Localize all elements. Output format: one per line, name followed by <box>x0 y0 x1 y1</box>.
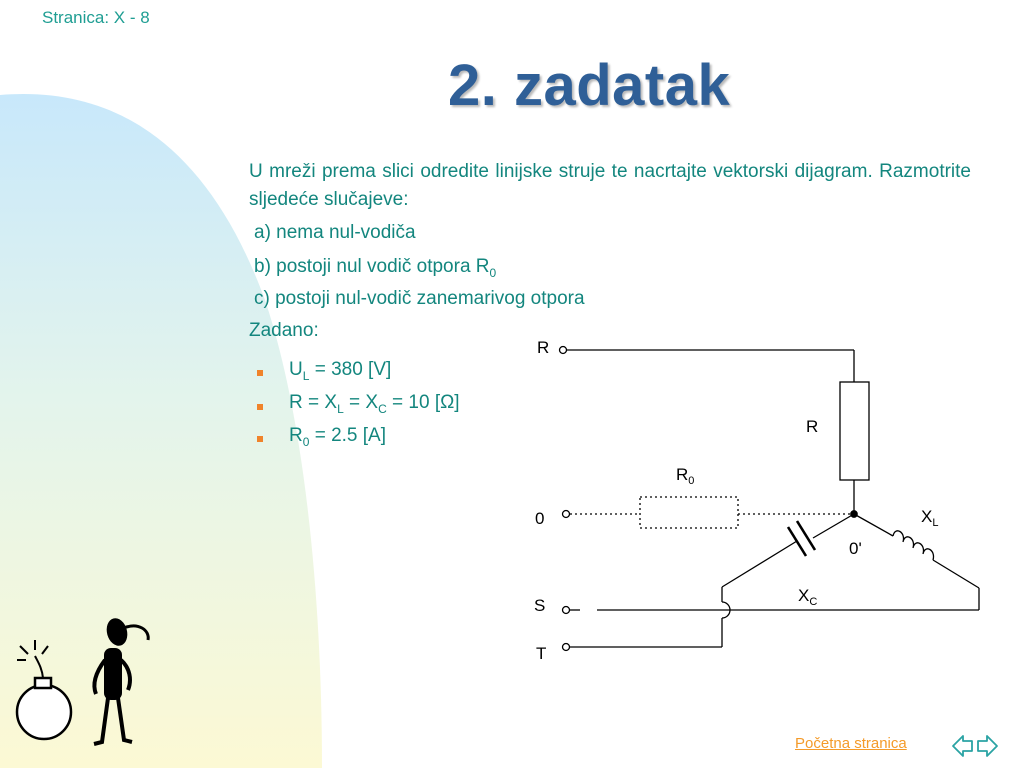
given-voltage <box>289 359 391 383</box>
navigation-arrows <box>948 730 1002 762</box>
case-b-text: b) postoji nul vodič otpora R <box>254 256 490 277</box>
resistor-r0 <box>640 497 738 528</box>
slide-number: Stranica: X - 8 <box>42 8 150 27</box>
label-t-node: T <box>536 644 547 663</box>
label-r0-sub: 0 <box>688 475 695 487</box>
given-r0 <box>289 425 386 449</box>
bullet-marker <box>257 404 263 410</box>
impedance-part: = X <box>343 392 379 413</box>
wire <box>933 560 979 588</box>
bullet-marker <box>257 370 263 376</box>
wire <box>722 541 797 587</box>
task-intro: U mreži prema slici odredite linijske struje te nacrtajte vektorski dijagram. Razmotrite sljedeće slučajeve: <box>249 161 971 210</box>
label-xl-main: X <box>921 507 933 526</box>
label-r-node: R <box>537 338 550 357</box>
label-s-node: S <box>534 596 546 615</box>
bullet-marker <box>257 436 263 442</box>
wire <box>854 514 893 536</box>
voltage-subscript: L <box>302 368 310 383</box>
next-slide-icon[interactable] <box>978 736 997 756</box>
case-a: a) nema nul-vodiča <box>254 222 416 243</box>
case-b <box>254 256 496 280</box>
case-c: c) postoji nul-vodič zanemarivog otpora <box>254 288 585 309</box>
r0-symbol: R <box>289 425 303 446</box>
wire <box>813 514 854 538</box>
terminal-0 <box>563 511 570 518</box>
home-page-link[interactable]: Početna stranica <box>795 735 907 752</box>
terminal-s <box>563 607 570 614</box>
impedance-subscript-l: L <box>337 401 344 416</box>
voltage-symbol: U <box>289 359 303 380</box>
label-resistor-r0 <box>676 465 694 487</box>
label-xl <box>921 507 938 529</box>
previous-slide-icon[interactable] <box>953 736 972 756</box>
label-xc-sub: C <box>809 596 818 608</box>
given-label: Zadano: <box>249 320 319 341</box>
label-resistor-r: R <box>806 417 819 436</box>
impedance-value: = 10 [Ω] <box>386 392 460 413</box>
case-b-subscript: 0 <box>489 265 497 280</box>
label-xc-main: X <box>798 586 810 605</box>
bomb-icon <box>17 640 71 739</box>
circuit-diagram <box>520 330 990 670</box>
resistor-r <box>840 382 869 480</box>
label-xc <box>798 586 817 608</box>
clipart-bomb-figure <box>10 610 170 750</box>
given-impedances <box>289 392 460 416</box>
label-xl-sub: L <box>932 517 939 529</box>
r0-value: = 2.5 [A] <box>309 425 386 446</box>
voltage-value: = 380 [V] <box>309 359 392 380</box>
terminal-r <box>560 347 567 354</box>
label-star-point: 0' <box>849 539 862 558</box>
inductor-xl <box>893 531 934 560</box>
label-r0-main: R <box>676 465 689 484</box>
impedance-subscript-c: C <box>378 401 387 416</box>
thinking-figure-icon <box>94 616 148 744</box>
impedance-part: R = X <box>289 392 338 413</box>
r0-subscript: 0 <box>302 434 310 449</box>
label-0-node: 0 <box>535 509 545 528</box>
page-title: 2. zadatak <box>448 53 731 118</box>
terminal-t <box>563 644 570 651</box>
